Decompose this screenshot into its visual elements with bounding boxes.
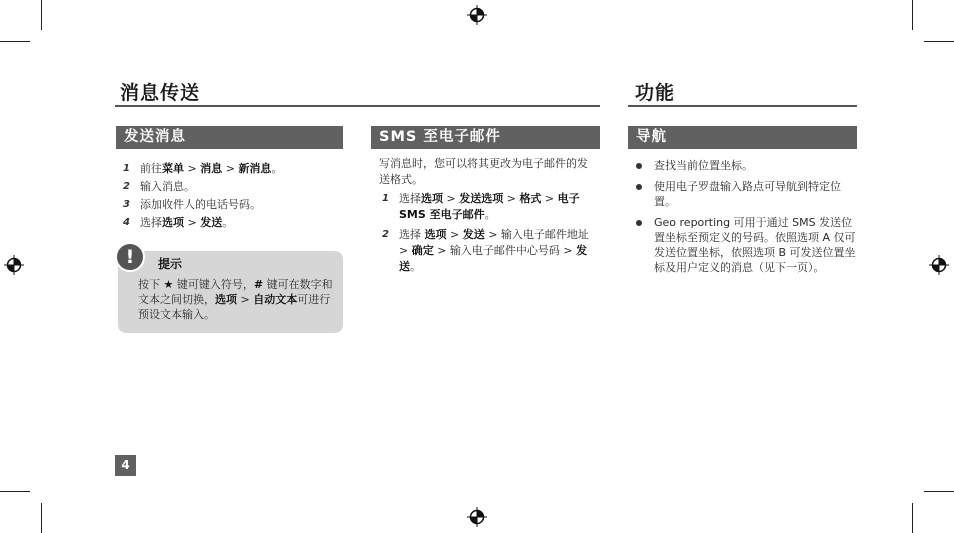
bullet-icon [636,163,642,169]
sms-email-intro: 写消息时，您可以将其更改为电子邮件的发送格式。 [379,157,588,186]
section-header-sms-to-email: SMS 至电子邮件 [371,126,600,149]
tip-text: 按下 ★ 键可键入符号，# 键可在数字和文本之间切换，选项 > 自动文本可进行预设文本输入。 [138,278,333,321]
crop-mark [912,503,913,533]
exclamation-icon: ! [115,242,145,272]
list-item: 3 添加收件人的电话号码。 [123,198,261,211]
steps-sms-email [379,191,599,277]
crop-mark [924,491,954,492]
crop-mark [41,503,42,533]
list-item: 查找当前位置坐标。 [636,158,858,173]
navigation-bullets [636,158,858,281]
list-item: 使用电子罗盘输入路点可导航到特定位置。 [636,179,858,209]
title-divider [115,105,600,107]
registration-mark-icon [467,5,487,25]
page-title-right: 功能 [635,82,676,104]
registration-mark-icon [4,255,24,275]
crop-mark [41,0,42,30]
crop-mark [912,0,913,30]
list-item: 4 选择选项 > 发送。 [123,216,234,229]
registration-mark-icon [929,255,949,275]
page-number: 4 [115,455,136,476]
title-divider [628,105,857,107]
crop-mark [924,41,954,42]
list-item: 1 选择选项 > 发送选项 > 格式 > 电子SMS 至电子邮件。 [382,192,580,221]
registration-mark-icon [467,507,487,527]
bullet-icon [636,184,642,190]
steps-send-message [120,161,345,233]
bullet-icon [636,220,642,226]
crop-mark [0,491,30,492]
section-header-send-message: 发送消息 [116,126,343,149]
tip-title: 提示 [158,257,183,271]
list-item: 2 输入消息。 [123,180,195,193]
list-item: Geo reporting 可用于通过 SMS 发送位置坐标至预定义的号码。依照选项 A 仅可发送位置坐标，依照选项 B 可发送位置坐标及用户定义的消息（见下一页）。 [636,215,858,275]
section-header-navigation: 导航 [628,126,857,149]
crop-mark [0,41,30,42]
page-title-left: 消息传送 [120,82,201,104]
list-item: 2 选择 选项 > 发送 > 输入电子邮件地址 > 确定 > 输入电子邮件中心号码 > 发送。 [382,228,589,273]
list-item: 1 前往菜单 > 消息 > 新消息。 [123,162,283,175]
